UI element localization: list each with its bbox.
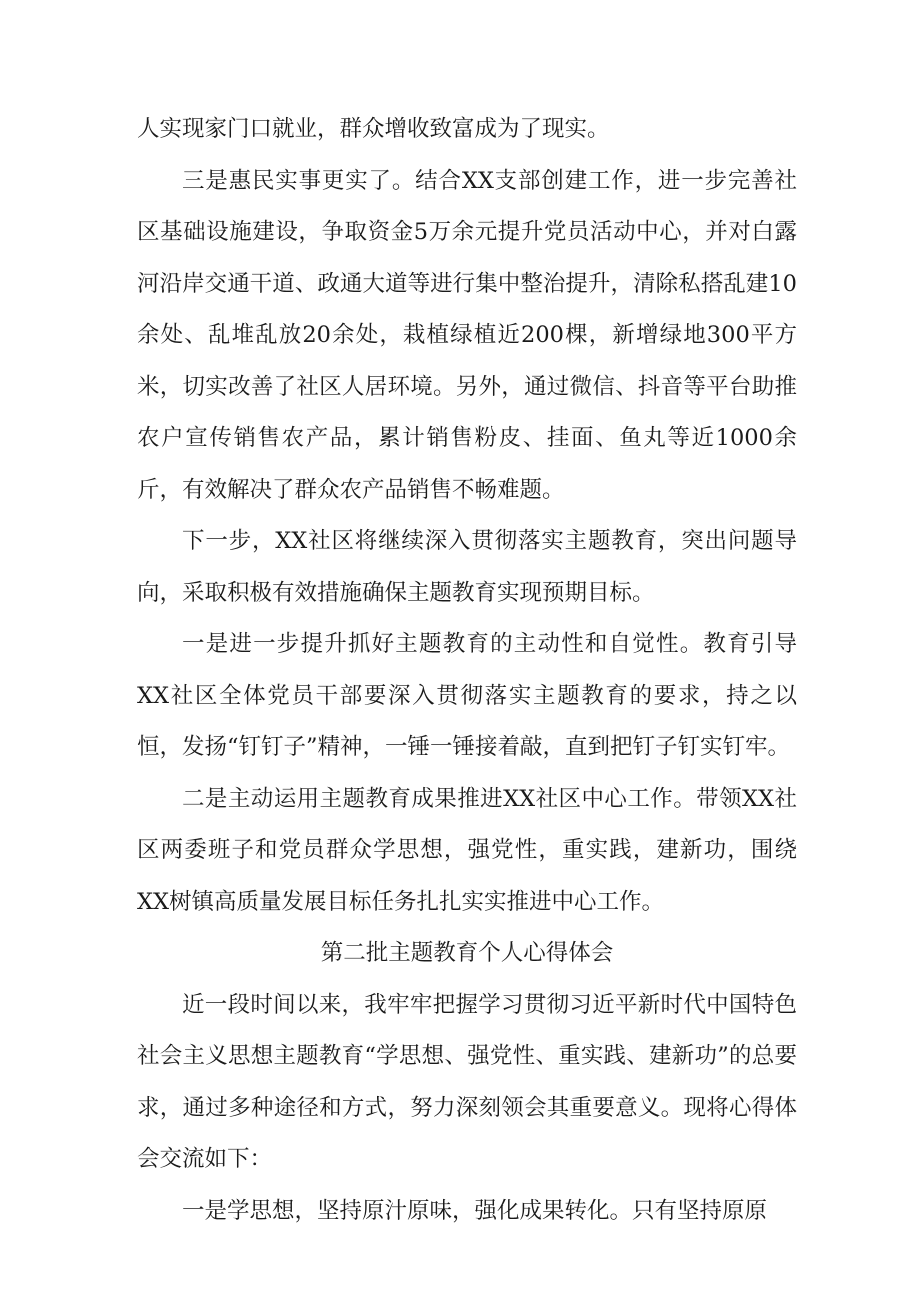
paragraph-6: 近一段时间以来，我牢牢把握学习贯彻习近平新时代中国特色社会主义思想主题教育“学思想、强党性、重实践、建新功”的总要求，通过多种途径和方式，努力深刻领会其重要意义。现将心得体会交流如下： bbox=[137, 991, 797, 1172]
paragraph-4: 一是进一步提升抓好主题教育的主动性和自觉性。教育引导XX社区全体党员干部要深入贯彻落实主题教育的要求，持之以恒，发扬“钉钉子”精神，一锤一锤接着敲，直到把钉子钉实钉牢。 bbox=[137, 631, 797, 760]
section-title: 第二批主题教育个人心得体会 bbox=[320, 940, 614, 966]
paragraph-2: 三是惠民实事更实了。结合XX支部创建工作，进一步完善社区基础设施建设，争取资金5万余元提升党员活动中心，并对白露河沿岸交通干道、政通大道等进行集中整治提升，清除私搭乱建10余处、乱堆乱放20余处，栽植绿植近200棵，新增绿地300平方米，切实改善了社区人居环境。另外，通过微信、抖音等平台助推农户宣传销售农产品，累计销售粉皮、挂面、鱼丸等近1000余斤，有效解决了群众农产品销售不畅难题。 bbox=[137, 167, 797, 503]
paragraph-7: 一是学思想，坚持原汁原味，强化成果转化。只有坚持原原 bbox=[182, 1197, 768, 1224]
paragraph-5: 二是主动运用主题教育成果推进XX社区中心工作。带领XX社区两委班子和党员群众学思想，强党性，重实践，建新功，围绕XX树镇高质量发展目标任务扎扎实实推进中心工作。 bbox=[137, 785, 797, 915]
document-body bbox=[137, 104, 797, 1237]
paragraph-1: 人实现家门口就业，群众增收致富成为了现实。 bbox=[137, 116, 610, 142]
paragraph-3: 下一步，XX社区将继续深入贯彻落实主题教育，突出问题导向，采取积极有效措施确保主题教育实现预期目标。 bbox=[137, 528, 797, 606]
